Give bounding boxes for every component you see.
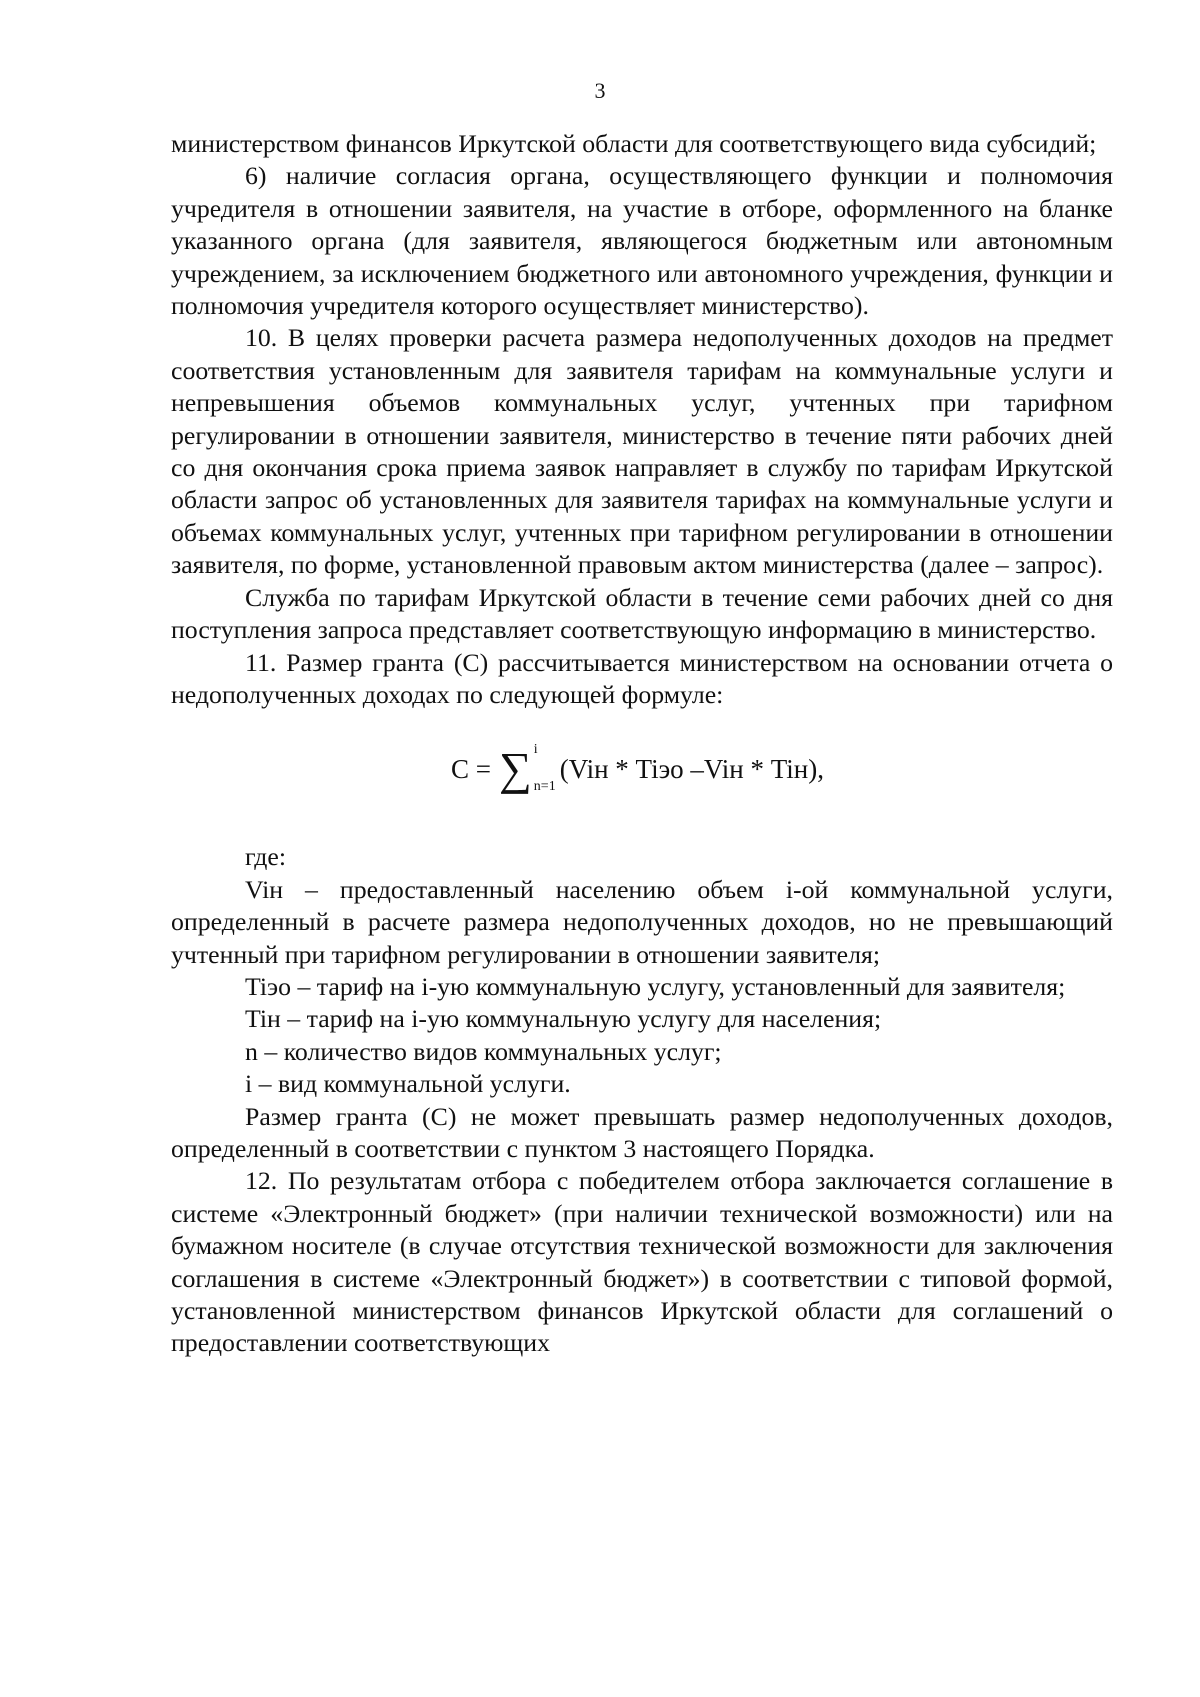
paragraph: 6) наличие согласия органа, осуществляющего функции и полномочия учредителя в отношении заявителя, на участие в отборе, оформленного на бланке указанного органа (для заявителя, являющегося бюджетным или автономным учреждением, за исключением бюджетного или автономного учреждения, функции и полномочия учредителя которого осуществляет министерство).: [171, 161, 1113, 321]
paragraph: Viн – предоставленный населению объем i-ой коммунальной услуги, определенный в расчете размера недополученных доходов, но не превышающий учтенный при тарифном регулировании в отношении заявителя;: [171, 874, 1113, 969]
paragraph: где:: [245, 842, 287, 872]
formula-lhs: C =: [451, 754, 491, 785]
paragraph: министерством финансов Иркутской области для соответствующего вида субсидий;: [171, 129, 1097, 158]
paragraph: 12. По результатам отбора с победителем отбора заключается соглашение в системе «Электронный бюджет» (при наличии технической возможности) или на бумажном носителе (в случае отсутствия технической возможности для заключения соглашения в системе «Электронный бюджет») в соответствии с типовой формой, установленной министерством финансов Иркутской области для соглашений о предоставлении соответствующих: [171, 1166, 1113, 1358]
paragraph: Tiн – тариф на i-ую коммунальную услугу для населения;: [245, 1004, 882, 1034]
paragraph: 11. Размер гранта (C) рассчитывается министерством на основании отчета о недополученных доходах по следующей формуле:: [171, 647, 1113, 709]
sum-upper-limit: i: [533, 742, 538, 758]
paragraph: Размер гранта (C) не может превышать размер недополученных доходов, определенный в соответствии с пунктом 3 настоящего Порядка.: [171, 1101, 1113, 1163]
formula-rhs: (Viн * Tiэо –Viн * Tiн),: [559, 754, 824, 785]
paragraph: n – количество видов коммунальных услуг;: [245, 1036, 722, 1066]
paragraph: i – вид коммунальной услуги.: [245, 1069, 571, 1099]
paragraph: 10. В целях проверки расчета размера недополученных доходов на предмет соответствия установленным для заявителя тарифам на коммунальные услуги и непревышения объемов коммунальных услуг, учтенных при тарифном регулировании в отношении заявителя, министерство в течение пяти рабочих дней со дня окончания срока приема заявок направляет в службу по тарифам Иркутской области запрос об установленных для заявителя тарифах на коммунальные услуги и объемах коммунальных услуг, учтенных при тарифном регулировании в отношении заявителя, по форме, установленной правовым актом министерства (далее – запрос).: [171, 323, 1113, 580]
sum-sign: ∑: [499, 743, 532, 795]
page-number: 3: [594, 78, 606, 103]
sum-lower-limit: n=1: [533, 779, 556, 795]
grant-formula: [171, 737, 1113, 807]
paragraph: Служба по тарифам Иркутской области в течение семи рабочих дней со дня поступления запроса представляет соответствующую информацию в министерство.: [171, 582, 1113, 645]
document-body: [171, 128, 1113, 1360]
paragraph: Tiэо – тариф на i-ую коммунальную услугу, установленный для заявителя;: [245, 971, 1066, 1001]
